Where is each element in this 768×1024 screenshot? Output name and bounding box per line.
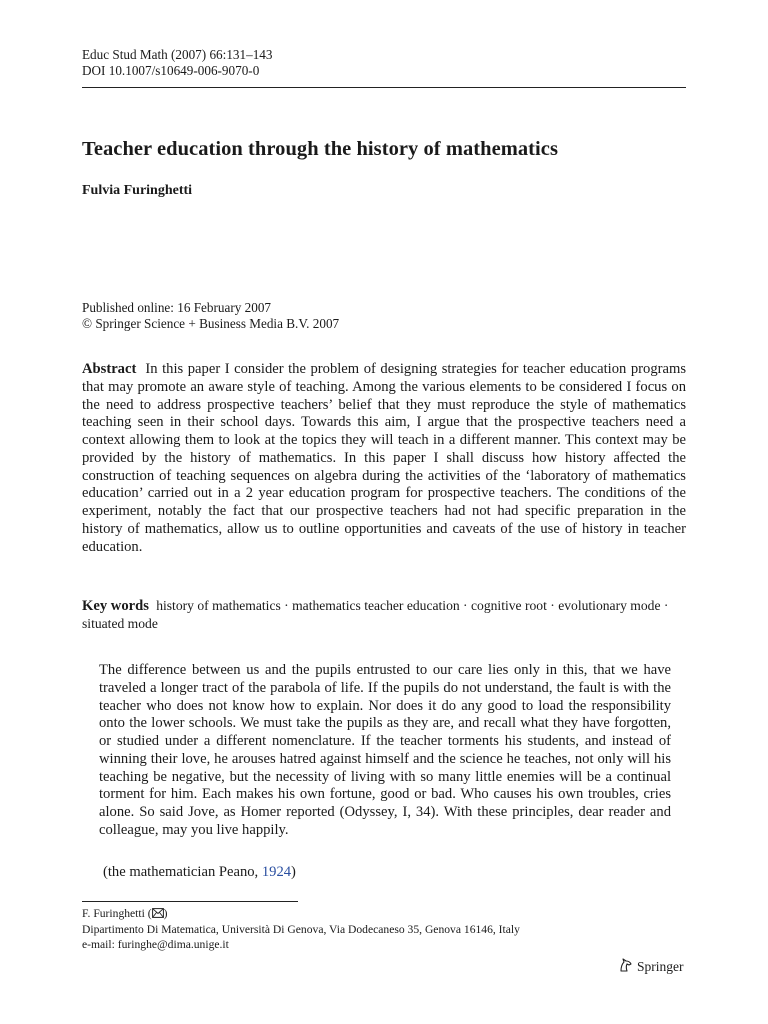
- publication-info: [82, 300, 339, 332]
- abstract-text: In this paper I consider the problem of designing strategies for teacher education programs that may promote an aware style of teaching. Among the various elements to be considered I focus on the need to address prospective teachers’ belief that they must reproduce the style of mathematics teaching seen in their school days. Towards this aim, I argue that the prospective teachers need a context allowing them to look at the topics they will teach in a different manner. This context may be provided by the history of mathematics. In this paper I shall discuss how history affected the construction of teaching sequences on algebra during the activities of the ‘laboratory of mathematics education’ carried out in a 2 year education program for prospective teachers. The conditions of the experiment, notably the fact that our prospective teachers had not had specific preparation in the history of mathematics, allow us to outline opportunities and caveats of the use of history in teacher education.: [82, 361, 686, 555]
- envelope-icon: [152, 907, 164, 922]
- journal-citation: Educ Stud Math (2007) 66:131–143: [82, 47, 273, 62]
- author-footnote: F. Furinghetti ( ) Dipartimento Di Matematica, Università Di Genova, Via Dodecaneso 35, Genova 16146, Italy e-mail: furinghe@dima.unige.it: [82, 907, 520, 951]
- springer-label: Springer: [637, 959, 684, 974]
- keywords-label: Key words: [82, 598, 149, 614]
- doi: DOI 10.1007/s10649-006-9070-0: [82, 63, 260, 78]
- keywords-text: history of mathematics · mathematics teacher education · cognitive root · evolutionary mode · situated mode: [82, 598, 669, 631]
- springer-logo: [618, 957, 684, 977]
- footnote-author: F. Furinghetti (: [82, 907, 152, 920]
- copyright: © Springer Science + Business Media B.V. 2007: [82, 316, 340, 331]
- journal-header: [82, 47, 272, 79]
- springer-horse-icon: [618, 957, 634, 977]
- abstract-label: Abstract: [82, 361, 137, 377]
- epigraph-quote: The difference between us and the pupils entrusted to our care lies only in this, that we have traveled a longer tract of the parabola of life. If the pupils do not understand, the fault is with the teacher who does not know how to explain. Nor does it do any good to load the responsibility onto the lower schools. We must take the pupils as they are, and recall what they have forgotten, or studied under a different nomenclature. If the teacher torments his students, and instead of winning their love, he arouses hatred against himself and the science he teaches, not only will his teaching be negative, but the necessity of living with so many little enemies will be a continual torment for him. Each makes his own fortune, good or bad. Who causes his own troubles, cries alone. So said Jove, as Homer reported (Odyssey, I, 34). With these principles, dear reader and colleague, may you live happily.: [99, 662, 671, 838]
- citation-link[interactable]: 1924: [261, 864, 292, 880]
- published-date: Published online: 16 February 2007: [82, 300, 272, 315]
- affiliation: Dipartimento Di Matematica, Università Di Genova, Via Dodecaneso 35, Genova 16146, Italy: [82, 923, 520, 936]
- article-author: Fulvia Furinghetti: [82, 183, 193, 198]
- author-email[interactable]: e-mail: furinghe@dima.unige.it: [82, 938, 229, 951]
- abstract: [82, 361, 686, 556]
- header-rule: [82, 87, 686, 88]
- keywords: [82, 597, 686, 633]
- article-title: Teacher education through the history of mathematics: [82, 138, 558, 160]
- epigraph-source: (the mathematician Peano, 1924): [103, 864, 296, 880]
- footnote-rule: [82, 901, 298, 902]
